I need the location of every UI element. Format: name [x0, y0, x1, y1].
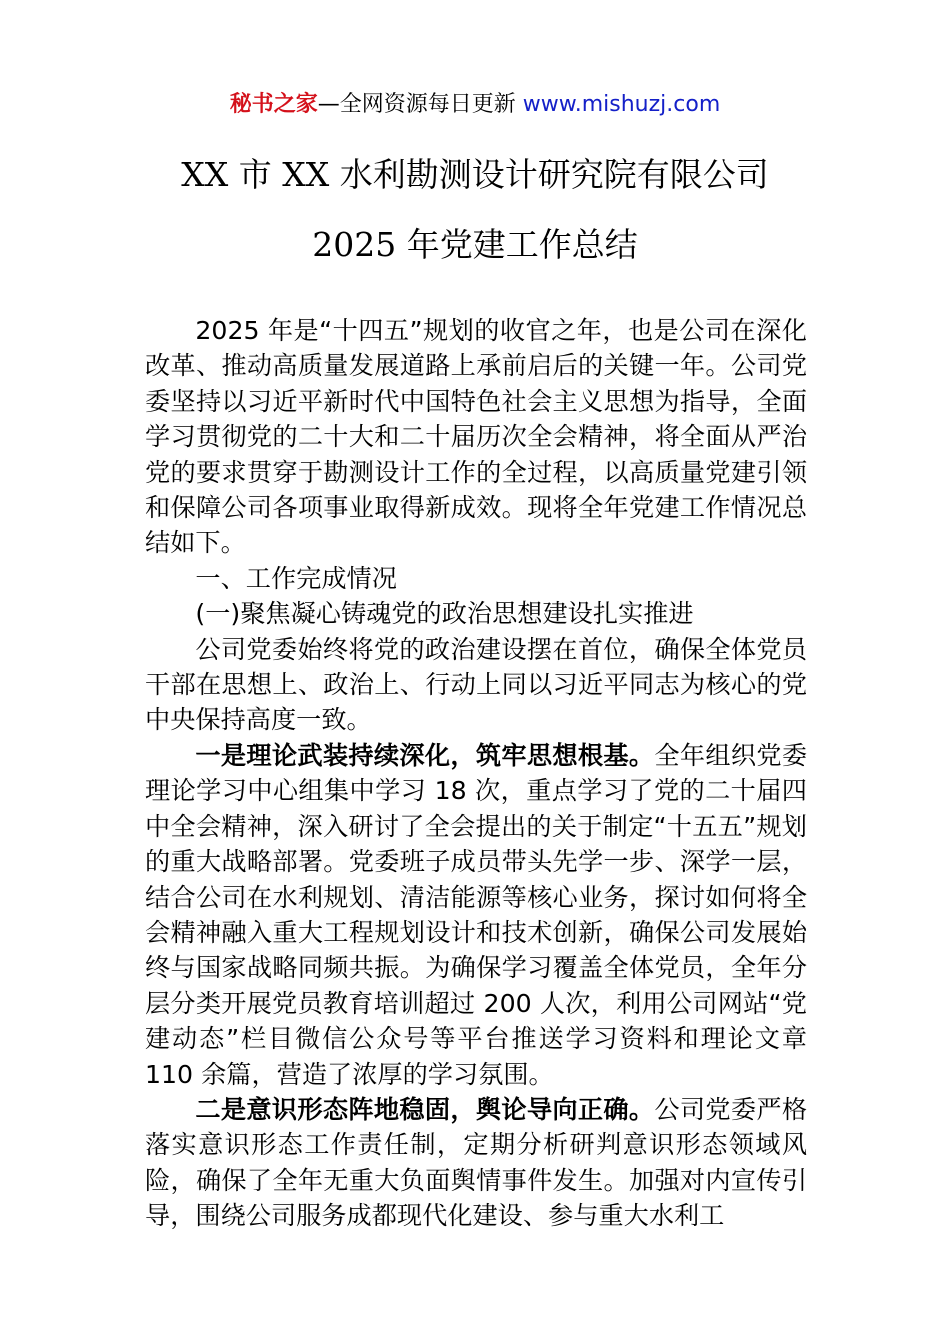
- paragraph-3-text: 公司党委严格落实意识形态工作责任制，定期分析研判意识形态领域风险，确保了全年无重大负面舆情事件发生。加强对内宣传引导，围绕公司服务成都现代化建设、参与重大水利工: [145, 1094, 808, 1231]
- paragraph-2-lead: 一是理论武装持续深化，筑牢思想根基。: [195, 740, 655, 770]
- document-body: [145, 313, 807, 1234]
- slogan: —全网资源每日更新: [317, 92, 523, 117]
- paragraph-2-text: 全年组织党委理论学习中心组集中学习 18 次，重点学习了党的二十届四中全会精神，深入研讨了全会提出的关于制定“十五五”规划的重大战略部署。党委班子成员带头先学一步、深学一层，结合公司在水利规划、清洁能源等核心业务，探讨如何将全会精神融入重大工程规划设计和技术创新，确保公司发展始终与国家战略同频共振。为确保学习覆盖全体党员，全年分层分类开展党员教育培训超过 200 人次，利用公司网站“党建动态”栏目微信公众号等平台推送学习资料和理论文章 110 余篇，营造了浓厚的学习氛围。: [145, 740, 808, 1089]
- paragraph-3-lead: 二是意识形态阵地稳固，舆论导向正确。: [195, 1094, 655, 1124]
- document-title-line-1: XX 市 XX 水利勘测设计研究院有限公司: [181, 155, 769, 194]
- document-title-line-2: 2025 年党建工作总结: [312, 225, 638, 264]
- site-url[interactable]: www.mishuzj.com: [522, 92, 721, 117]
- paragraph-1: 公司党委始终将党的政治建设摆在首位，确保全体党员干部在思想上、政治上、行动上同以习近平同志为核心的党中央保持高度一致。: [145, 634, 807, 735]
- paragraph-2: [145, 738, 807, 1092]
- intro-paragraph: 2025 年是“十四五”规划的收官之年，也是公司在深化改革、推动高质量发展道路上承前启后的关键一年。公司党委坚持以习近平新时代中国特色社会主义思想为指导，全面学习贯彻党的二十大和二十届历次全会精神，将全面从严治党的要求贯穿于勘测设计工作的全过程，以高质量党建引领和保障公司各项事业取得新成效。现将全年党建工作情况总结如下。: [145, 316, 807, 558]
- subsection-heading: (一)聚焦凝心铸魂党的政治思想建设扎实推进: [195, 599, 694, 629]
- section-heading: 一、工作完成情况: [195, 563, 397, 593]
- site-header: [0, 88, 950, 122]
- paragraph-3: [145, 1092, 807, 1234]
- brand-name: 秘书之家: [229, 92, 318, 117]
